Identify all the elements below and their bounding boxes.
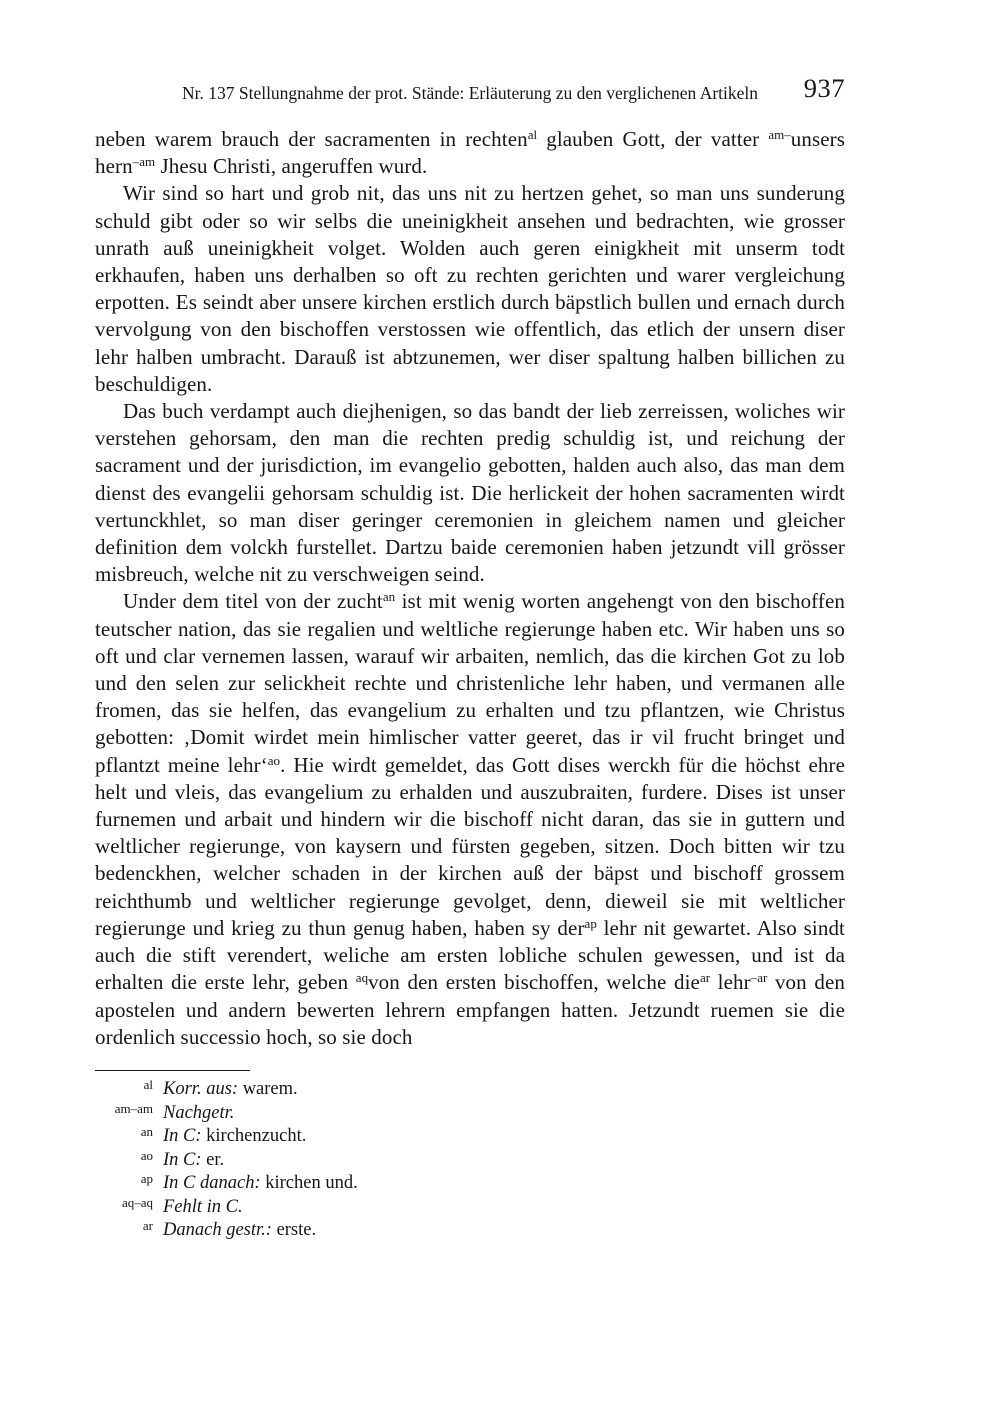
- footnote-row: [95, 1196, 845, 1220]
- note-reference: –am: [132, 154, 156, 170]
- footnote-reading: erste.: [271, 1220, 317, 1241]
- footnote-row: [95, 1149, 845, 1173]
- footnote-text: [163, 1125, 306, 1149]
- note-reference: ap: [584, 915, 597, 931]
- paragraph: neben warem brauch der sacramenten in rechten$^{al}$ glauben Gott, der vatter $^{am-}$unsers hern$^{-am}$ Jhesu Christi, angeruffen wurd.: [95, 127, 846, 179]
- note-reference: aq: [355, 970, 369, 986]
- footnote-editorial-note: Korr. aus:: [163, 1078, 239, 1099]
- paragraph: Das buch verdampt auch diejhenigen, so das bandt der lieb zerreissen, woliches wir verstehen gehorsam, den man die rechten predig schuldig ist, und reichung der sacrament und der jurisdiction, im evangelio gebotten, halden auch also, das man dem dienst des evangelii gehorsam schuldig ist. Die herlickeit der hohen sacramenten wirdt vertunckhlet, so man diser geringer ceremonien in gleichem namen und gleicher definition dem volckh furstellet. Dartzu baide ceremonien haben jetzundt vill grösser misbreuch, welche nit zu verschweigen seind.: [95, 399, 845, 587]
- footnote-reading: er.: [201, 1149, 225, 1170]
- page-number: 937: [803, 73, 845, 103]
- body-text: [95, 126, 845, 1051]
- note-reference: al: [527, 127, 538, 142]
- note-reference: –ar: [750, 970, 768, 986]
- note-reference: ar: [699, 970, 711, 986]
- footnote-text: [163, 1078, 298, 1102]
- footnote-sigla: ar: [142, 1218, 153, 1234]
- footnote-text: [163, 1172, 358, 1196]
- footnote-row: [95, 1219, 845, 1243]
- footnote-row: [95, 1172, 845, 1196]
- footnote-text: [163, 1102, 234, 1126]
- note-reference: ao: [267, 752, 281, 768]
- footnote-sigla: am–am: [114, 1100, 153, 1116]
- footnote-sigla: an: [140, 1124, 153, 1140]
- footnote-separator-rule: [95, 1070, 250, 1071]
- footnote-row: [95, 1125, 845, 1149]
- footnote-editorial-note: Fehlt in C.: [163, 1196, 243, 1217]
- footnote-text: [163, 1219, 316, 1243]
- note-reference: an: [382, 589, 396, 605]
- running-head: [95, 73, 845, 112]
- footnote-editorial-note: Danach gestr.:: [163, 1220, 272, 1241]
- paragraph: Wir sind so hart und grob nit, das uns nit zu hertzen gehet, so man uns sunderung schuld gibt oder so wir selbs die uneinigkheit ansehen und bedrachten, wie grosser unrath auß uneinigkheit volget. Wolden auch geren einigkheit mit unserm todt erkhaufen, haben uns derhalben so oft zu rechten gerichten und warer vergleichung erpotten. Es seindt aber unsere kirchen erstlich durch bäpstlich bullen und ernach durch vervolgung von den bischoffen verstossen wie offentlich, das etlich der unsern diser lehr halben umbracht. Darauß ist abtzunemen, wer diser spaltung halben billichen zu beschuldigen.: [95, 181, 845, 396]
- footnote-reading: warem.: [238, 1078, 298, 1099]
- footnote-editorial-note: In C danach:: [163, 1173, 261, 1194]
- paragraph: Under dem titel von der zucht$^{an}$ ist mit wenig worten angehengt von den bischoffen teutscher nation, das sie regalien und weltliche regierunge haben etc. Wir haben uns so oft und clar vernemen lassen, warauf wir arbaiten, nemlich, das die kirchen Got zu lob und den selen zur selickheit rechte und christenliche lehr haben, und vermanen alle fromen, das sie helfen, das evangelium zu erhalten und tzu pflantzen, wie Christus gebotten: ‚Domit wirdet mein himlischer vatter geeret, das ir vil frucht bringet und pflantzt meine lehr‘$^{ao}$. Hie wirdt gemeldet, das Gott dises werckh für die höchst ehre helt und vleis, das evangelium zu erhalden und auszubraiten, furdere. Dises ist unser furnemen und arbait und hindern wir die bischoff nicht daran, das sie in guttern und weltlicher regierunge, von kaysern und fürsten gegeben, sitzen. Doch bitten wir tzu bedenckhen, welcher schaden in der kirchen auß der bäpst und bischoff grossem reichthumb und weltlicher regierunge gevolget, denn, dieweil sie mit weltlicher regierunge und krieg zu thun genug haben, haben sy der$^{ap}$ lehr nit gewartet. Also sindt auch die stift verendert, weliche am ersten lobliche schulen gewessen, und ist da erhalten die erste lehr, geben $^{aq}$von den ersten bischoffen, welche die$^{ar}$ lehr$^{-ar}$ von den apostelen und andern bewerten lehrern empfangen hatten. Jetzundt ruemen sie die ordenlich successio hoch, so sie doch: [95, 589, 845, 1049]
- footnote-editorial-note: In C:: [163, 1126, 202, 1147]
- footnote-editorial-note: Nachgetr.: [163, 1102, 235, 1123]
- footnote-text: [163, 1149, 224, 1173]
- running-head-title: Nr. 137 Stellungnahme der prot. Stände: Erläuterung zu den verglichenen Artikeln: [181, 83, 759, 103]
- footnote-editorial-note: In C:: [163, 1149, 202, 1170]
- note-reference: am–: [768, 127, 791, 142]
- footnote-reading: kirchenzucht.: [201, 1126, 307, 1147]
- footnote-sigla: aq–aq: [121, 1194, 153, 1210]
- footnote-sigla: al: [143, 1076, 153, 1092]
- footnote-text: [163, 1196, 243, 1220]
- footnote-reading: kirchen und.: [260, 1173, 358, 1194]
- footnote-sigla: ao: [140, 1147, 153, 1163]
- footnote-row: [95, 1102, 845, 1126]
- footnote-row: [95, 1078, 845, 1102]
- footnote-sigla: ap: [140, 1171, 153, 1187]
- footnotes: [95, 1078, 845, 1243]
